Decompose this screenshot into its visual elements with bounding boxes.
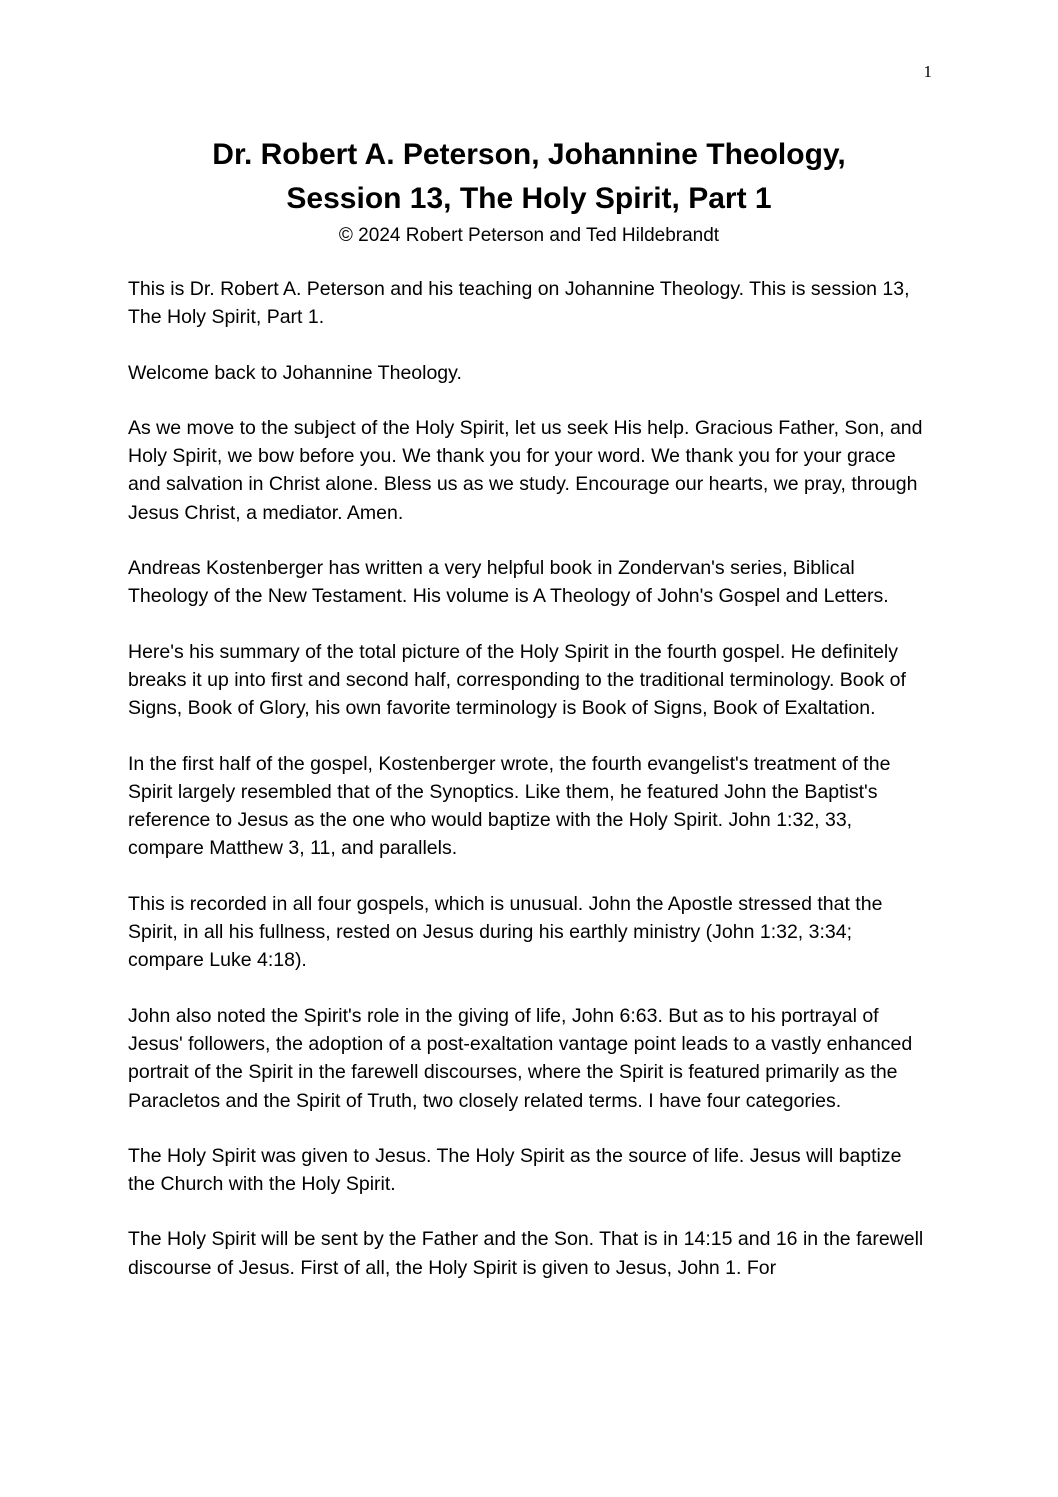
paragraph: This is Dr. Robert A. Peterson and his teaching on Johannine Theology. This is session 13, The Holy Spirit, Part 1. (128, 278, 910, 329)
document-body (128, 275, 930, 1309)
paragraph: As we move to the subject of the Holy Spirit, let us seek His help. Gracious Father, Son, and Holy Spirit, we bow before you. We thank you for your word. We thank you for your grace and salvation in Christ alone. Bless us as we study. Encourage our hearts, we pray, through Jesus Christ, a mediator. Amen. (128, 416, 923, 524)
paragraph: The Holy Spirit was given to Jesus. The Holy Spirit as the source of life. Jesus will baptize the Church with the Holy Spirit. (128, 1144, 902, 1196)
paragraph: The Holy Spirit will be sent by the Father and the Son. That is in 14:15 and 16 in the farewell discourse of Jesus. First of all, the Holy Spirit is given to Jesus, John 1. For (128, 1228, 924, 1279)
title-line-1: Dr. Robert A. Peterson, Johannine Theology, (212, 138, 846, 171)
paragraph: Here's his summary of the total picture of the Holy Spirit in the fourth gospel. He definitely breaks it up into first and second half, corresponding to the traditional terminology. Book of Signs, Book of Glory, his own favorite terminology is Book of Signs, Book of Exaltation. (128, 640, 906, 720)
paragraph: Andreas Kostenberger has written a very helpful book in Zondervan's series, Biblical Theology of the New Testament. His volume is A Theology of John's Gospel and Letters. (128, 557, 889, 608)
paragraph: Welcome back to Johannine Theology. (128, 361, 462, 384)
title-line-2: Session 13, The Holy Spirit, Part 1 (286, 182, 772, 215)
paragraph: This is recorded in all four gospels, which is unusual. John the Apostle stressed that the Spirit, in all his fullness, rested on Jesus during his earthly ministry (John 1:32, 3:34; compare Luke 4:18). (128, 892, 883, 972)
copyright-line: © 2024 Robert Peterson and Ted Hildebrandt (338, 225, 720, 246)
document-title (128, 133, 930, 221)
paragraph: In the first half of the gospel, Kostenberger wrote, the fourth evangelist's treatment of the Spirit largely resembled that of the Synoptics. Like them, he featured John the Baptist's reference to Jesus as the one who would baptize with the Holy Spirit. John 1:32, 33, compare Matthew 3, 11, and parallels. (128, 752, 891, 860)
paragraph: John also noted the Spirit's role in the giving of life, John 6:63. But as to his portrayal of Jesus' followers, the adoption of a post-exaltation vantage point leads to a vastly enhanced portrait of the Spirit in the farewell discourses, where the Spirit is featured primarily as the Paracletos and the Spirit of Truth, two closely related terms. I have four categories. (128, 1004, 913, 1112)
page-number: 1 (923, 62, 932, 81)
